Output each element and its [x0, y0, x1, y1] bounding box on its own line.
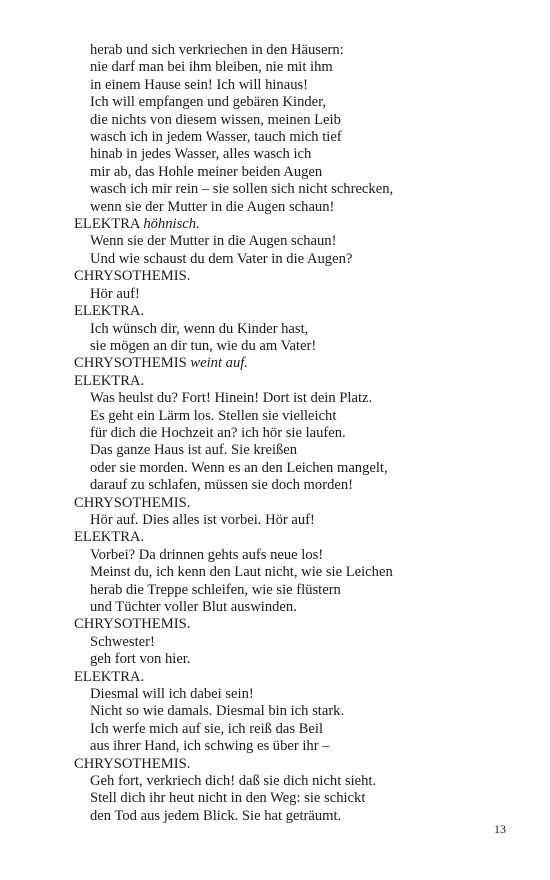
speaker-name: ELEKTRA.: [74, 303, 145, 320]
verse-line: hinab in jedes Wasser, alles wasch ich: [90, 146, 312, 163]
speaker-line: [74, 495, 514, 512]
verse-line: die nichts von diesem wissen, meinen Leib: [90, 111, 341, 128]
speaker-line: [74, 303, 514, 320]
speaker-line: [74, 355, 514, 372]
verse-line: für dich die Hochzeit an? ich hör sie laufen.: [90, 424, 346, 441]
verse-line: sie mögen an dir tun, wie du am Vater!: [90, 337, 317, 354]
verse-line: Geh fort, verkriech dich! daß sie dich nicht sieht.: [90, 773, 377, 790]
verse-line: herab die Treppe schleifen, wie sie flüstern: [90, 581, 341, 598]
speaker-name: CHRYSOTHEMIS.: [74, 494, 191, 511]
speaker-line: [74, 216, 514, 233]
speaker-name: ELEKTRA.: [74, 529, 145, 546]
verse-line: Stell dich ihr heut nicht in den Weg: sie schickt: [90, 790, 366, 807]
verse-line: wasch ich in jedem Wasser, tauch mich tief: [90, 129, 342, 146]
verse-line: aus ihrer Hand, ich schwing es über ihr –: [90, 738, 330, 755]
verse-line: wasch ich mir rein – sie sollen sich nicht schrecken,: [90, 181, 394, 198]
verse-line: Hör auf!: [90, 285, 140, 302]
speaker-name: CHRYSOTHEMIS.: [74, 616, 191, 633]
stage-direction: weint auf.: [190, 355, 248, 372]
verse-line: Was heulst du? Fort! Hinein! Dort ist dein Platz.: [90, 390, 373, 407]
verse-line: Hör auf. Dies alles ist vorbei. Hör auf!: [90, 511, 315, 528]
stage-direction: höhnisch.: [143, 216, 200, 233]
verse-line: den Tod aus jedem Blick. Sie hat geträumt.: [90, 807, 342, 824]
speaker-line: [74, 529, 514, 546]
verse-line: Es geht ein Lärm los. Stellen sie vielleicht: [90, 407, 337, 424]
verse-line: nie darf man bei ihm bleiben, nie mit ihm: [90, 59, 333, 76]
verse-line: Diesmal will ich dabei sein!: [90, 686, 254, 703]
play-text: [74, 42, 514, 825]
speaker-line: [74, 669, 514, 686]
verse-line: und Tüchter voller Blut auswinden.: [90, 599, 297, 615]
speaker-line: [74, 616, 514, 633]
speaker-name: ELEKTRA: [74, 216, 140, 233]
verse-line: oder sie morden. Wenn es an den Leichen mangelt,: [90, 459, 388, 476]
verse-line: Ich will empfangen und gebären Kinder,: [90, 94, 327, 111]
speaker-line: [74, 756, 514, 773]
verse-line: Ich werfe mich auf sie, ich reiß das Beil: [90, 720, 324, 737]
verse-line: mir ab, das Hohle meiner beiden Augen: [90, 163, 323, 180]
verse-line: herab und sich verkriechen in den Häusern:: [90, 42, 344, 58]
verse-line: Schwester!: [90, 633, 155, 650]
speaker-line: [74, 268, 514, 285]
verse-line: Wenn sie der Mutter in die Augen schaun!: [90, 233, 337, 250]
speaker-name: CHRYSOTHEMIS.: [74, 755, 191, 772]
page-number: 13: [494, 822, 506, 836]
verse-line: Das ganze Haus ist auf. Sie kreißen: [90, 442, 298, 459]
speaker-name: ELEKTRA.: [74, 372, 145, 389]
speaker-name: CHRYSOTHEMIS.: [74, 268, 191, 285]
verse-line: darauf zu schlafen, müssen sie doch morden!: [90, 477, 354, 494]
verse-line: Und wie schaust du dem Vater in die Augen?: [90, 250, 353, 267]
verse-line: Ich wünsch dir, wenn du Kinder hast,: [90, 320, 309, 337]
verse-line: wenn sie der Mutter in die Augen schaun!: [90, 198, 335, 215]
verse-line: in einem Hause sein! Ich will hinaus!: [90, 76, 309, 93]
speaker-line: [74, 373, 514, 390]
speaker-name: ELEKTRA.: [74, 668, 145, 685]
verse-line: Nicht so wie damals. Diesmal bin ich stark.: [90, 703, 345, 720]
speaker-name: CHRYSOTHEMIS: [74, 355, 187, 372]
verse-line: Vorbei? Da drinnen gehts aufs neue los!: [90, 546, 324, 563]
verse-line: Meinst du, ich kenn den Laut nicht, wie sie Leichen: [90, 564, 393, 581]
verse-line: geh fort von hier.: [90, 651, 191, 668]
